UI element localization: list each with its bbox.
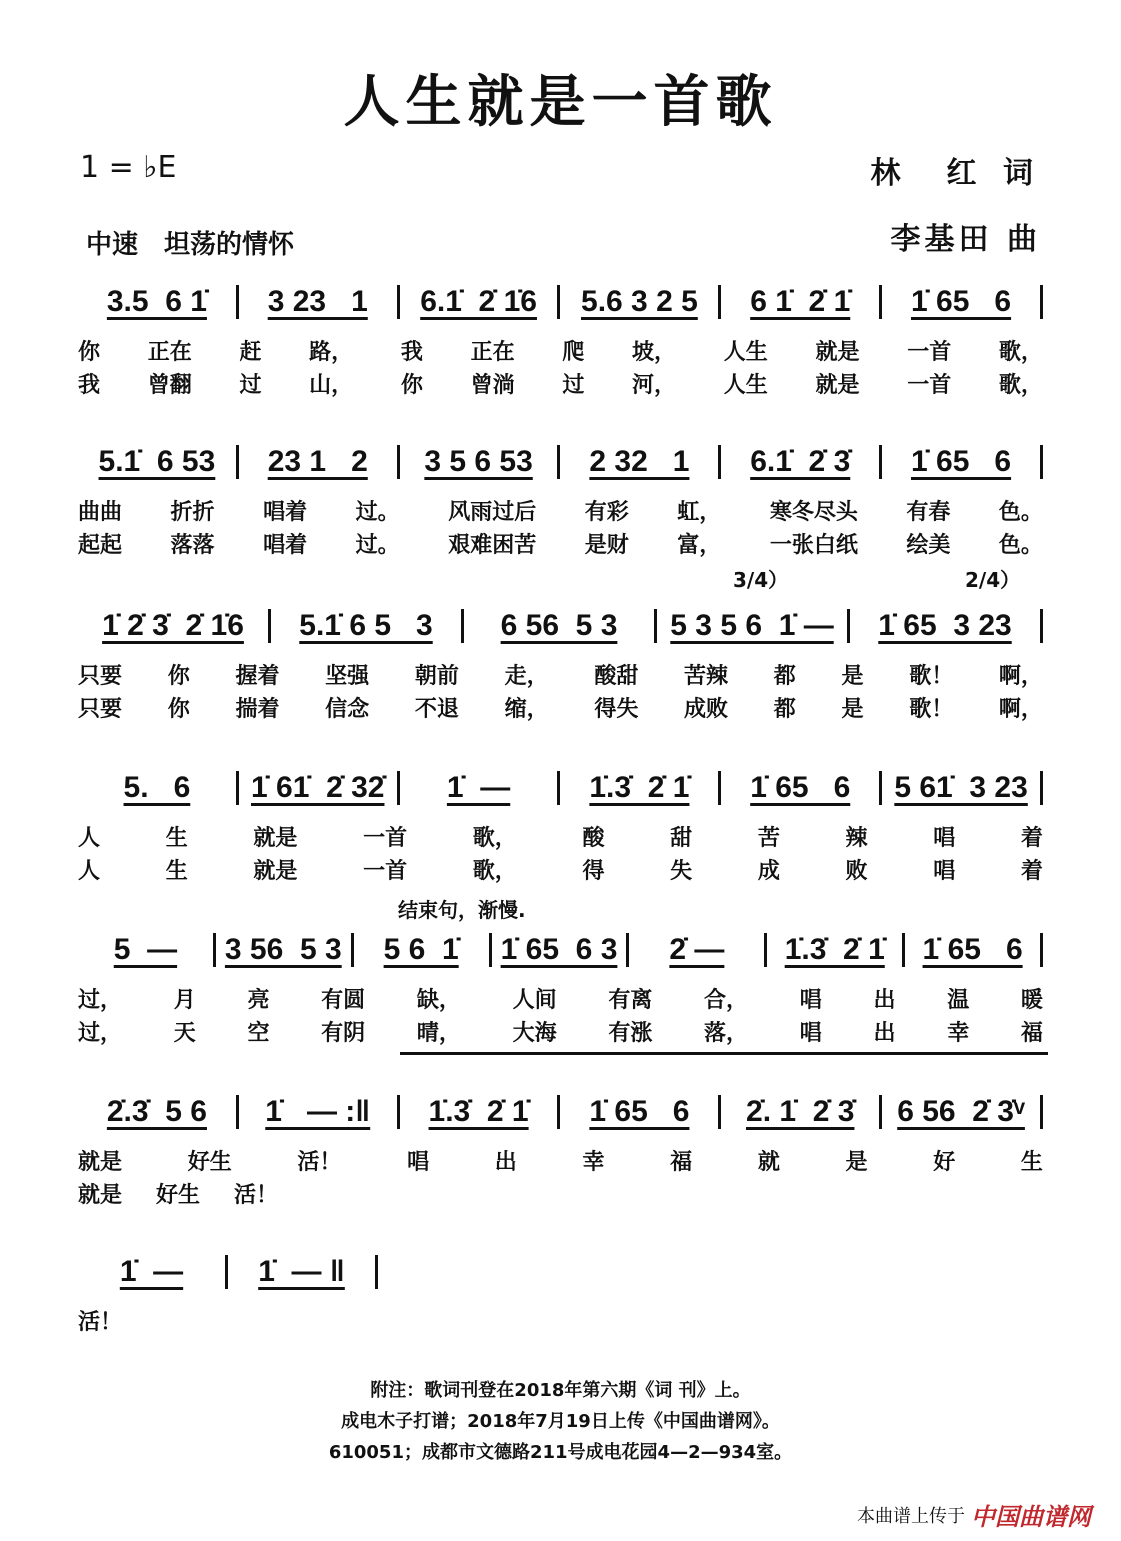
lyric-syllable: 福: [1020, 1021, 1043, 1046]
lyric-syllable: 过，: [78, 988, 123, 1013]
lyric-syllable: 活！: [233, 1183, 278, 1208]
lyric-syllable: 歌，: [998, 373, 1043, 398]
measure: 23 1 2: [267, 445, 368, 478]
lyric-syllable: 成败: [684, 697, 729, 722]
bar-line: [375, 1255, 378, 1289]
lyric-syllable: 晴，: [416, 1021, 461, 1046]
lyric-syllable: 就: [757, 1150, 780, 1175]
lyric-syllable: 一首: [363, 859, 408, 884]
bar-line: [1040, 771, 1043, 805]
lyric-syllable: 你: [167, 664, 190, 689]
lyric-syllable: 就是: [78, 1183, 123, 1208]
lyric-syllable: 活！: [78, 1310, 123, 1335]
lyric-syllable: 苦: [757, 826, 780, 851]
measure: 6 56 5 3: [500, 609, 618, 642]
lyric-syllable: 唱: [799, 988, 822, 1013]
lyric-syllable: 有涨: [608, 1021, 653, 1046]
lyric-syllable: 暖: [1020, 988, 1043, 1013]
lyric-syllable: 缺，: [416, 988, 461, 1013]
lyric-syllable: 坡，: [632, 340, 677, 365]
lyric-syllable: 甜: [670, 826, 693, 851]
measure: 1̇ 65 6: [911, 285, 1012, 318]
measure: 1̇ — :‖: [265, 1095, 371, 1128]
lyric-syllable: 正在: [147, 340, 192, 365]
lyric-syllable: 温: [947, 988, 970, 1013]
lyric-syllable: 都: [773, 697, 796, 722]
lyric-syllable: 你: [167, 697, 190, 722]
bar-line: [1040, 609, 1043, 643]
lyrics-verse-2: [78, 1177, 278, 1210]
lyric-syllable: 酸: [582, 826, 605, 851]
lyric-syllable: 出: [494, 1150, 517, 1175]
score-row: [78, 1252, 378, 1337]
lyric-syllable: 缩，: [504, 697, 549, 722]
notes-line: [78, 930, 1043, 970]
lyric-syllable: 成: [757, 859, 780, 884]
score-row: [78, 282, 1043, 400]
lyric-syllable: 就是: [815, 340, 860, 365]
lyric-syllable: 人间: [512, 988, 557, 1013]
lyric-syllable: 你: [78, 340, 101, 365]
lyrics-verse-1: [78, 982, 1043, 1015]
lyric-syllable: 得失: [594, 697, 639, 722]
lyric-syllable: 过: [239, 373, 262, 398]
measure: 5. 6: [123, 771, 191, 804]
score-row: [78, 568, 1043, 724]
lyric-syllable: 曾翻: [147, 373, 192, 398]
lyric-syllable: 合，: [704, 988, 749, 1013]
lyric-syllable: 有春: [906, 500, 951, 525]
score-row: [78, 898, 1043, 1048]
lyric-syllable: 有离: [608, 988, 653, 1013]
annotation: 3/4）: [733, 568, 789, 592]
lyric-syllable: 歌！: [909, 697, 954, 722]
lyric-syllable: 揣着: [235, 697, 280, 722]
lyric-syllable: 朝前: [414, 664, 459, 689]
bar-line: [1040, 445, 1043, 479]
lyric-syllable: 山，: [309, 373, 354, 398]
measure: 1̇ 65 6: [589, 1095, 690, 1128]
measure: 6 1̇ 2̇ 1̇: [750, 285, 851, 318]
lyric-syllable: 信念: [325, 697, 370, 722]
lyric-syllable: 大海: [512, 1021, 557, 1046]
lyric-syllable: 着: [1020, 859, 1043, 884]
lyric-syllable: 只要: [78, 697, 123, 722]
measure: 1̇ 65 6: [922, 933, 1023, 966]
lyric-syllable: 赶: [239, 340, 262, 365]
measure: 1̇ 61̇ 2̇ 32̇: [251, 771, 385, 804]
footer-line: 成电木子打谱；2018年7月19日上传《中国曲谱网》。: [341, 1411, 780, 1432]
notes-line: [78, 768, 1043, 808]
lyric-syllable: 唱: [933, 826, 956, 851]
lyric-syllable: 败: [845, 859, 868, 884]
lyric-syllable: 就是: [78, 1150, 123, 1175]
lyrics-verse-1: [78, 1304, 123, 1337]
lyric-syllable: 艰难困苦: [448, 533, 537, 558]
ending-bracket-line: [400, 1052, 1048, 1055]
lyric-syllable: 幸: [582, 1150, 605, 1175]
measure: 1̇.3̇ 2̇ 1̇: [784, 933, 885, 966]
score-row: [78, 442, 1043, 560]
lyric-syllable: 握着: [235, 664, 280, 689]
measure: 5.6 3 2 5: [581, 285, 698, 318]
measure: 6.1̇ 2̇ 1̇6: [420, 285, 537, 318]
measure: 2̇. 1̇ 2̇ 3̇: [746, 1095, 855, 1128]
lyric-syllable: 好生: [187, 1150, 232, 1175]
lyric-syllable: 河，: [632, 373, 677, 398]
lyric-syllable: 走，: [504, 664, 549, 689]
lyric-syllable: 唱: [933, 859, 956, 884]
lyrics-verse-1: [78, 658, 1043, 691]
lyric-syllable: 苦辣: [684, 664, 729, 689]
lyric-syllable: 有圆: [321, 988, 366, 1013]
lyric-syllable: 得: [582, 859, 605, 884]
lyric-syllable: 生: [165, 826, 188, 851]
lyric-syllable: 是: [841, 697, 864, 722]
lyric-syllable: 落落: [170, 533, 215, 558]
measure: 1̇ 65 6: [911, 445, 1012, 478]
measure: 1̇ 2̇ 3̇ 2̇ 1̇6: [102, 609, 244, 642]
lyric-syllable: 啊，: [998, 697, 1043, 722]
lyric-syllable: 福: [670, 1150, 693, 1175]
measure: 5 —: [113, 933, 178, 966]
notes-line: [78, 1252, 378, 1292]
lyric-syllable: 人: [78, 859, 101, 884]
lyric-syllable: 生: [1020, 1150, 1043, 1175]
measure: 1̇ — ‖: [258, 1255, 345, 1288]
lyric-syllable: 虹，: [677, 500, 722, 525]
measure: 5 3 5 6 1̇ —: [670, 609, 834, 642]
lyric-syllable: 你: [400, 373, 423, 398]
song-title: 人生就是一首歌: [343, 70, 778, 135]
lyrics-verse-2: [78, 691, 1043, 724]
measure: 6 56 2̇ 3̇ᵛ: [897, 1095, 1025, 1128]
lyric-syllable: 歌，: [998, 340, 1043, 365]
footer-line: 610051；成都市文德路211号成电花园4—2—934室。: [328, 1442, 793, 1463]
lyric-syllable: 唱着: [263, 533, 308, 558]
lyric-syllable: 酸甜: [594, 664, 639, 689]
footer-note: [0, 1375, 1121, 1468]
measure: 3 5 6 53: [424, 445, 533, 478]
lyrics-verse-1: [78, 820, 1043, 853]
lyric-syllable: 落，: [704, 1021, 749, 1046]
measure: 1̇ —: [446, 771, 511, 804]
watermark: [857, 1497, 1091, 1532]
measure: 2̇ —: [669, 933, 725, 966]
lyrics-verse-2: [78, 853, 1043, 886]
lyric-syllable: 就是: [815, 373, 860, 398]
lyrics-verse-1: [78, 1144, 1043, 1177]
lyric-syllable: 过: [562, 373, 585, 398]
lyric-syllable: 路，: [309, 340, 354, 365]
notes-line: [78, 1092, 1043, 1132]
lyricist: 林 红 词: [870, 156, 1041, 191]
lyric-syllable: 好生: [155, 1183, 200, 1208]
measure: 5 61̇ 3 23: [894, 771, 1028, 804]
lyric-syllable: 是: [845, 1150, 868, 1175]
lyric-syllable: 人生: [723, 373, 768, 398]
lyric-syllable: 着: [1020, 826, 1043, 851]
measure: 3 56 5 3: [224, 933, 342, 966]
lyric-syllable: 我: [400, 340, 423, 365]
measure: 5 6 1̇: [383, 933, 459, 966]
lyrics-verse-2: [78, 1015, 1043, 1048]
measure: 3.5 6 1̇: [106, 285, 207, 318]
lyric-syllable: 不退: [414, 697, 459, 722]
lyric-syllable: 辣: [845, 826, 868, 851]
lyrics-verse-1: [78, 334, 1043, 367]
lyric-syllable: 歌，: [472, 859, 517, 884]
lyric-syllable: 出: [873, 988, 896, 1013]
measure: 3 23 1: [267, 285, 368, 318]
lyric-syllable: 生: [165, 859, 188, 884]
lyric-syllable: 失: [670, 859, 693, 884]
bar-line: [1040, 1095, 1043, 1129]
lyric-syllable: 正在: [470, 340, 515, 365]
lyric-syllable: 就是: [253, 859, 298, 884]
measure: 1̇.3̇ 2̇ 1̇: [589, 771, 690, 804]
measure: 1̇ —: [119, 1255, 184, 1288]
lyric-syllable: 过。: [355, 500, 400, 525]
measure: 1̇ 65 3 23: [878, 609, 1012, 642]
annotation: 结束句，渐慢.: [398, 898, 526, 922]
score-row: [78, 768, 1043, 886]
lyrics-verse-2: [78, 367, 1043, 400]
score-row: [78, 1092, 1043, 1210]
lyric-syllable: 歌，: [472, 826, 517, 851]
lyric-syllable: 活！: [297, 1150, 342, 1175]
lyric-syllable: 好: [933, 1150, 956, 1175]
measure: 5.1̇ 6 53: [98, 445, 216, 478]
lyric-syllable: 有彩: [584, 500, 629, 525]
lyric-syllable: 就是: [253, 826, 298, 851]
lyric-syllable: 一张白纸: [769, 533, 858, 558]
bar-line: [1040, 285, 1043, 319]
watermark-brand: 中国曲谱网: [971, 1503, 1091, 1531]
lyric-syllable: 歌！: [909, 664, 954, 689]
measure: 1̇.3̇ 2̇ 1̇: [428, 1095, 529, 1128]
lyric-syllable: 一首: [363, 826, 408, 851]
lyric-syllable: 曾淌: [470, 373, 515, 398]
composer: 李基田 曲: [890, 222, 1041, 257]
lyrics-verse-2: [78, 527, 1043, 560]
lyric-syllable: 出: [873, 1021, 896, 1046]
lyric-syllable: 只要: [78, 664, 123, 689]
lyric-syllable: 唱着: [263, 500, 308, 525]
lyric-syllable: 啊，: [998, 664, 1043, 689]
lyric-syllable: 一首: [907, 373, 952, 398]
lyric-syllable: 起起: [78, 533, 123, 558]
lyric-syllable: 幸: [947, 1021, 970, 1046]
lyric-syllable: 我: [78, 373, 101, 398]
measure: 5.1̇ 6 5 3: [299, 609, 433, 642]
measure: 6.1̇ 2̇ 3̇: [750, 445, 851, 478]
lyric-syllable: 一首: [907, 340, 952, 365]
lyric-syllable: 绘美: [906, 533, 951, 558]
lyric-syllable: 是: [841, 664, 864, 689]
lyric-syllable: 人生: [723, 340, 768, 365]
lyric-syllable: 色。: [998, 533, 1043, 558]
notes-line: [78, 442, 1043, 482]
lyric-syllable: 亮: [247, 988, 270, 1013]
measure: 2 32 1: [589, 445, 690, 478]
lyric-syllable: 曲曲: [78, 500, 123, 525]
lyric-syllable: 折折: [170, 500, 215, 525]
bar-line: [1040, 933, 1043, 967]
lyric-syllable: 有阴: [321, 1021, 366, 1046]
lyric-syllable: 过。: [355, 533, 400, 558]
lyric-syllable: 人: [78, 826, 101, 851]
lyric-syllable: 坚强: [325, 664, 370, 689]
watermark-prefix: 本曲谱上传于: [857, 1505, 965, 1527]
lyric-syllable: 是财: [584, 533, 629, 558]
lyric-syllable: 色。: [998, 500, 1043, 525]
measure: 1̇ 65 6 3: [500, 933, 618, 966]
lyric-syllable: 风雨过后: [448, 500, 537, 525]
key-signature: 1 = ♭E: [80, 150, 177, 185]
lyrics-verse-1: [78, 494, 1043, 527]
lyric-syllable: 唱: [799, 1021, 822, 1046]
lyric-syllable: 唱: [407, 1150, 430, 1175]
lyric-syllable: 天: [173, 1021, 196, 1046]
measure: 2̇.3̇ 5 6: [106, 1095, 207, 1128]
lyric-syllable: 月: [173, 988, 196, 1013]
lyric-syllable: 空: [247, 1021, 270, 1046]
notes-line: [78, 282, 1043, 322]
tempo-marking: 中速 坦荡的情怀: [86, 230, 295, 260]
footer-line: 附注：歌词刊登在2018年第六期《词 刊》上。: [370, 1380, 751, 1401]
lyric-syllable: 都: [773, 664, 796, 689]
lyric-syllable: 寒冬尽头: [769, 500, 858, 525]
lyric-syllable: 过，: [78, 1021, 123, 1046]
lyric-syllable: 爬: [562, 340, 585, 365]
measure: 1̇ 65 6: [750, 771, 851, 804]
lyric-syllable: 富，: [677, 533, 722, 558]
notes-line: [78, 606, 1043, 646]
annotation: 2/4）: [965, 568, 1021, 592]
